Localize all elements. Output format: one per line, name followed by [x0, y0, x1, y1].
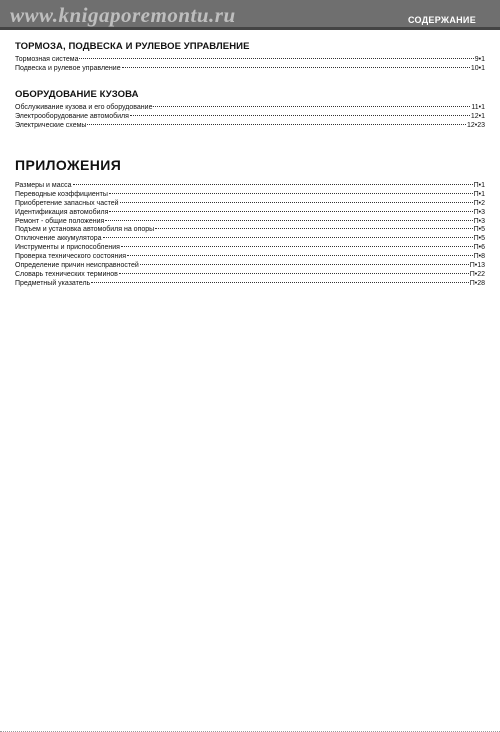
toc-entry-label: Размеры и масса [15, 182, 72, 189]
toc-entry-page: П•2 [473, 199, 485, 207]
dot-leader [153, 105, 470, 107]
dot-leader [155, 227, 472, 229]
section-heading: ОБОРУДОВАНИЕ КУЗОВА [15, 89, 139, 100]
toc-entry-page: П•5 [473, 235, 485, 243]
toc-entry-page: 11•1 [471, 104, 485, 111]
toc-entry-label: Отключение аккумулятора [15, 235, 102, 243]
toc-entry-label: Обслуживание кузова и его оборудование [15, 104, 153, 111]
toc-entry-page: 12•23 [466, 121, 485, 129]
toc-entry-label: Электрические схемы [15, 121, 87, 129]
toc-entry-page: П•22 [469, 270, 485, 278]
footer-divider [0, 727, 500, 732]
toc-entry-label: Переводные коэффициенты [15, 190, 108, 198]
toc-entry[interactable] [15, 182, 485, 191]
toc-entry-page: П•5 [473, 226, 485, 234]
toc-entry-page: 10•1 [470, 64, 485, 72]
appendix-heading: ПРИЛОЖЕНИЯ [15, 157, 122, 173]
toc-entry-page: П•28 [469, 279, 485, 287]
toc-entry-label: Тормозная система [15, 56, 79, 63]
toc-entry-label: Подъем и установка автомобиля на опоры [15, 226, 155, 234]
dot-leader [121, 245, 473, 247]
dot-leader [87, 123, 466, 125]
toc-entry-label: Проверка технического состояния [15, 253, 127, 261]
header-bar [0, 0, 500, 30]
toc-entry-label: Ремонт - общие положения [15, 217, 105, 225]
toc-list [15, 182, 485, 289]
toc-entry[interactable] [15, 271, 485, 280]
toc-list [15, 104, 485, 131]
toc-entry[interactable] [15, 209, 485, 218]
toc-entry[interactable] [15, 122, 485, 131]
dot-leader [73, 183, 473, 185]
dot-leader [127, 254, 473, 256]
toc-list [15, 56, 485, 74]
toc-entry-page: П•3 [473, 208, 485, 216]
dot-leader [105, 219, 472, 221]
dot-leader [79, 57, 473, 59]
toc-entry-page: П•1 [473, 182, 485, 189]
toc-entry-label: Инструменты и приспособления [15, 244, 120, 252]
site-watermark: www.knigaporemontu.ru [10, 3, 236, 27]
toc-entry-page: П•13 [469, 262, 485, 270]
toc-entry[interactable] [15, 65, 485, 74]
toc-entry-page: П•6 [473, 244, 485, 252]
toc-entry-label: Подвеска и рулевое управление [15, 64, 121, 72]
toc-entry-page: П•1 [473, 190, 485, 198]
toc-entry[interactable] [15, 56, 485, 65]
toc-entry-label: Электрооборудование автомобиля [15, 112, 129, 120]
toc-entry-label: Определение причин неисправностей [15, 262, 139, 270]
toc-entry[interactable] [15, 200, 485, 209]
section-label: СОДЕРЖАНИЕ [407, 15, 476, 25]
dot-leader [120, 201, 473, 203]
toc-entry[interactable] [15, 235, 485, 244]
toc-entry[interactable] [15, 253, 485, 262]
dot-leader [130, 114, 470, 116]
toc-entry-page: 12•1 [470, 112, 485, 120]
toc-entry[interactable] [15, 280, 485, 289]
toc-entry-page: П•3 [473, 217, 485, 225]
section-heading: ТОРМОЗА, ПОДВЕСКА И РУЛЕВОЕ УПРАВЛЕНИЕ [15, 41, 250, 52]
dot-leader [119, 272, 469, 274]
toc-entry-page: П•8 [473, 253, 485, 261]
dot-leader [140, 263, 469, 265]
toc-entry-label: Предметный указатель [15, 279, 91, 287]
toc-entry[interactable] [15, 191, 485, 200]
toc-entry-label: Приобретение запасных частей [15, 199, 119, 207]
toc-entry[interactable] [15, 262, 485, 271]
toc-entry-label: Словарь технических терминов [15, 270, 118, 278]
dot-leader [91, 281, 469, 283]
dot-leader [109, 192, 473, 194]
toc-entry[interactable] [15, 113, 485, 122]
dot-leader [109, 210, 472, 212]
toc-entry-page: 9•1 [474, 56, 485, 63]
toc-entry[interactable] [15, 226, 485, 235]
dot-leader [122, 66, 470, 68]
toc-entry-label: Идентификация автомобиля [15, 208, 109, 216]
dot-leader [103, 236, 473, 238]
toc-entry[interactable] [15, 244, 485, 253]
toc-entry[interactable] [15, 104, 485, 113]
